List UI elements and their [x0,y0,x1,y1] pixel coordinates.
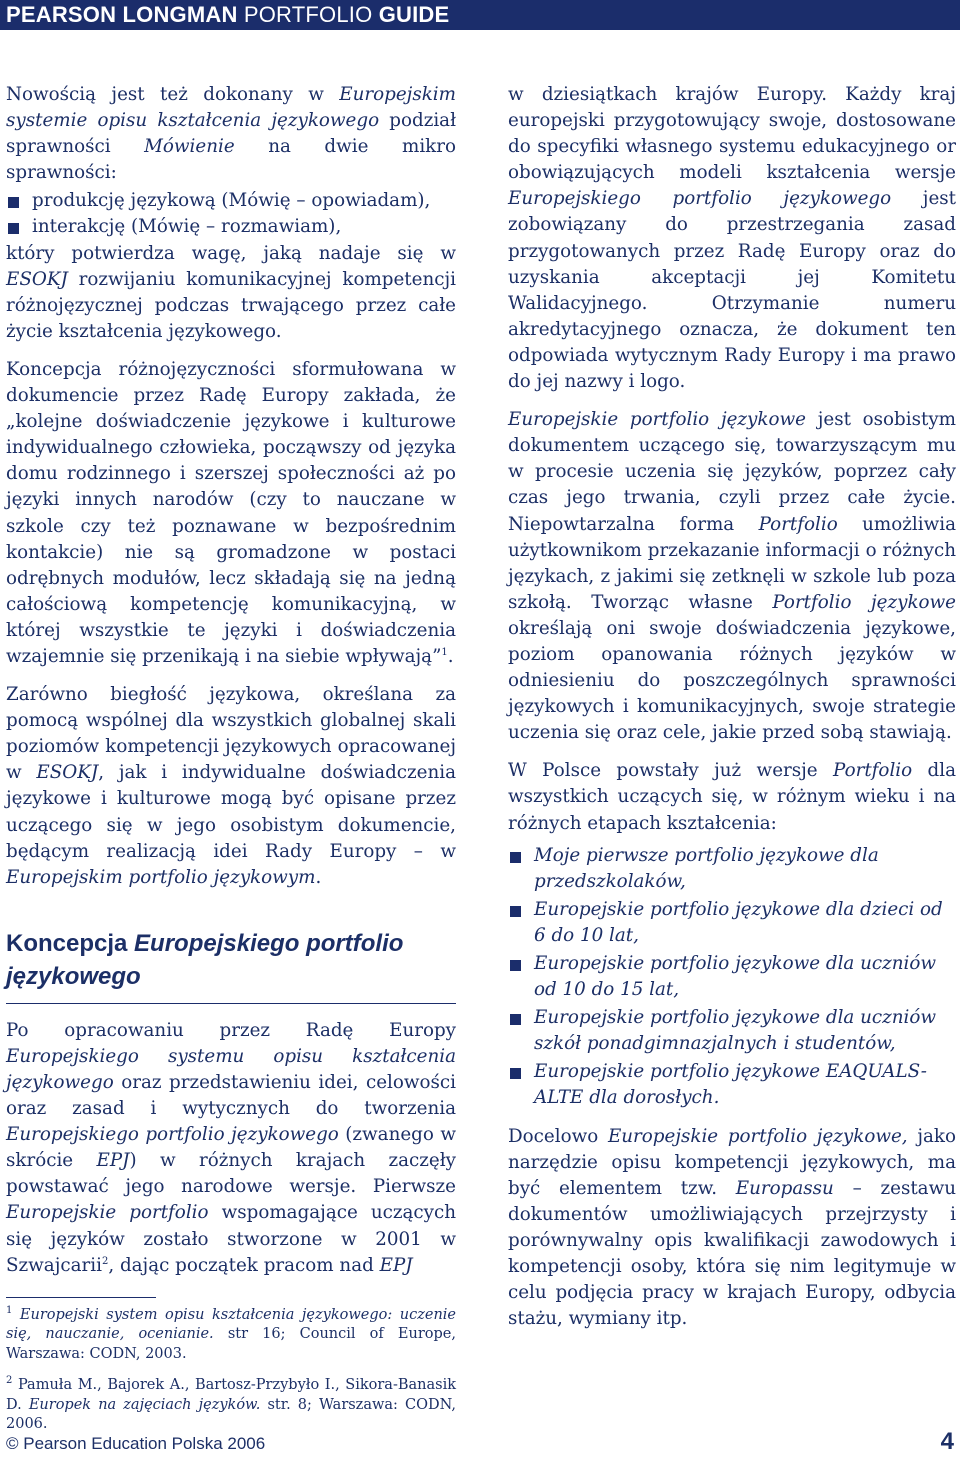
paragraph: Europejskie portfolio językowe jest osobistym dokumentem uczącego się, towarzyszącym mu w procesie uczenia się języków, poprzez cały czas jego trwania, czyli przez całe życie. Niepowtarzalna forma Portfolio umożliwia użytkownikom przekazanie informacji o różnych językach, z jakimi się zetknęli w szkole lub poza szkołą. Tworząc własne Portfolio językowe określają oni swoje doświadczenia językowe, poziom opanowania różnych języków w odniesieniu do poszczególnych sprawności językowych i komunikacyjnych, swoje strategie uczenia się oraz cele, jakie przed sobą stawiają. [508,409,956,744]
header-end: GUIDE [378,2,450,27]
portfolio-versions-list [508,843,956,1112]
header-title [6,2,449,28]
paragraph: który potwierdza wagę, jaką nadaje się w ESOKJ rozwijaniu komunikacyjnej kompetencji różnojęzycznej podczas trwającego przez całe życie kształcenia językowego. [6,242,456,342]
section-heading: Koncepcja Europejskiego portfolio językowego [6,927,456,1004]
list-item: Europejskie portfolio językowe dla dzieci od 6 do 10 lat, [508,897,956,949]
list-item: interakcję (Mówię – rozmawiam), [6,214,456,240]
header-bar [0,0,960,30]
footnote: $^1$ Europejski system opisu kształcenia językowego: uczenie się, nauczanie, ocenianie. str 16; Council of Europe, Warszawa: CODN, 2003. [6,1304,456,1362]
list-item: Moje pierwsze portfolio językowe dla przedszkolaków, [508,843,956,895]
list-item: Europejskie portfolio językowe EAQUALS-ALTE dla dorosłych. [508,1059,956,1111]
list-item: Europejskie portfolio językowe dla uczniów szkół ponadgimnazjalnych i studentów, [508,1005,956,1057]
paragraph: Po opracowaniu przez Radę Europy Europejskiego systemu opisu kształcenia językowego oraz przedstawieniu idei, celowości oraz zasad i wytycznych do tworzenia Europejskiego portfolio językowego (zwanego w skrócie EPJ) w różnych krajach zaczęły powstawać jego narodowe wersje. Pierwsze Europejskie portfolio wspomagające uczących się języków zostało stworzone w 2001 w Szwajcarii$^2$, dając początek pracom nad EPJ [6,1019,456,1276]
sub-skills-list [6,188,456,240]
page-number: 4 [940,1428,954,1455]
left-column [6,82,456,1447]
paragraph: Nowością jest też dokonany w Europejskim systemie opisu kształcenia językowego podział sprawności Mówienie na dwie mikro sprawności: [6,84,456,184]
list-item: Europejskie portfolio językowe dla uczniów od 10 do 15 lat, [508,951,956,1003]
paragraph: Docelowo Europejskie portfolio językowe, jako narzędzie opisu kompetencji językowych, ma być elementem tzw. Europassu – zestawu dokumentów umożliwiających przejrzysty i porównywalny opis kwalifikacji zawodowych i kompetencji osoby, która się nim legitymuje w celu podjęcia pracy w krajach Europy, odbycia stażu, wymiany itp. [508,1125,956,1330]
paragraph: w dziesiątkach krajów Europy. Każdy kraj europejski przygotowujący swoje, dostosowane do specyfiki własnego systemu edukacyjnego or obowiązujących modeli kształcenia wersje Europejskiego portfolio językowego jest zobowiązany do przestrzegania zasad przygotowanych przez Radę Europy oraz do uzyskania akceptacji jej Komitetu Walidacyjnego. Otrzymanie numeru akredytacyjnego oznacza, że dokument ten odpowiada wytycznym Rady Europy i ma prawo do jej nazwy i logo. [508,84,956,393]
footnote-divider [6,1297,156,1298]
paragraph: Zarówno biegłość językowa, określana za pomocą wspólnej dla wszystkich globalnej skali poziomów kompetencji językowych opracowanej w ESOKJ, jak i indywidualne doświadczenia językowe i kulturowe mogą być opisane przez uczącego się w jego osobistym dokumencie, będącym realizacją idei Rady Europy – w Europejskim portfolio językowym. [6,684,456,888]
copyright: © Pearson Education Polska 2006 [6,1434,266,1453]
list-item: produkcję językową (Mówię – opowiadam), [6,188,456,214]
paragraph: W Polsce powstały już wersje Portfolio dla wszystkich uczących się, w różnym wieku i na różnych etapach kształcenia: [508,760,956,834]
header-middle: PORTFOLIO [243,2,373,27]
right-column [508,82,956,1344]
header-brand: PEARSON LONGMAN [6,2,238,27]
paragraph: Koncepcja różnojęzyczności sformułowana w dokumencie przez Radę Europy zakłada, że „kolejne doświadczenie językowe i kulturowe indywidualnego człowieka, począwszy od języka domu rodzinnego i szerszej społeczności aż po języki innych narodów (czy to nauczane w szkole czy też poznawane w bezpośrednim kontakcie) nie są gromadzone w postaci odrębnych modułów, lecz składają się na jedną całościową kompetencję komunikacyjną, w której wszystkie te języki i doświadczenia wzajemnie się przenikają i na siebie wpływają”$^1$. [6,358,456,667]
footnote: $^2$ Pamuła M., Bajorek A., Bartosz-Przybyło I., Sikora-Banasik D. Europek na zajęciach języków. str. 8; Warszawa: CODN, 2006. [6,1375,457,1433]
